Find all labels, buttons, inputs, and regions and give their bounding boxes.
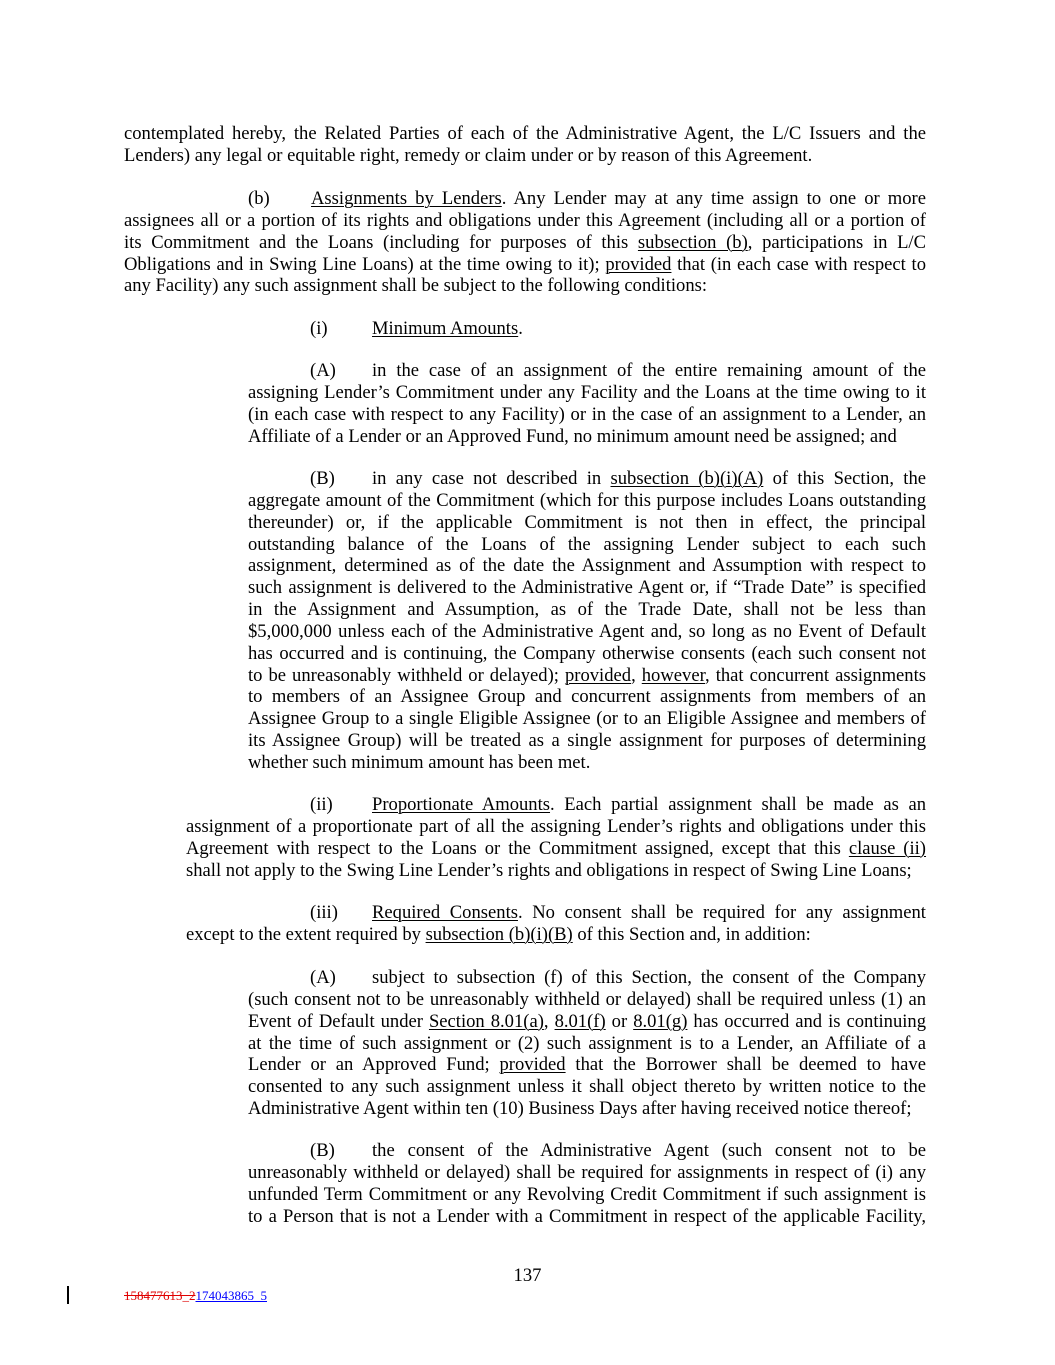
text-line	[248, 599, 926, 621]
text-line	[248, 665, 926, 687]
paragraph-iii-required-consents	[186, 902, 926, 946]
text-run: , that concurrent assignments	[705, 664, 926, 686]
text-line	[248, 1184, 926, 1206]
text-line	[124, 145, 926, 167]
text-run: assignees all or a portion of its rights and obligations under this Agreement (including all or a portion of	[124, 209, 926, 231]
text-run: Administrative Agent within ten (10) Business Days after having received notice thereof;	[248, 1098, 912, 1120]
text-run: any Facility) any such assignment shall be subject to the following conditions:	[124, 275, 708, 297]
text-line	[124, 188, 926, 210]
text-line	[248, 1076, 926, 1098]
text-line	[248, 730, 926, 752]
text-line	[248, 621, 926, 643]
text-line	[248, 1011, 926, 1033]
text-line	[248, 708, 926, 730]
text-run: of this Section and, in addition:	[572, 923, 811, 945]
text-run: such assignment is delivered to the Administrative Agent or, if “Trade Date” is specified	[248, 577, 926, 599]
text-run: assigning Lender’s Commitment under any Facility and the Loans at the time owing to it	[248, 381, 926, 403]
text-line	[248, 1206, 926, 1228]
text-run: Lenders) any legal or equitable right, remedy or claim under or by reason of this Agreement.	[124, 144, 813, 166]
document-id	[124, 1288, 267, 1304]
text-run: unfunded Term Commitment or any Revolving Credit Commitment if such assignment is	[248, 1183, 926, 1205]
text-run: ,	[543, 1010, 555, 1032]
text-run: the consent of the Administrative Agent (such consent not to be	[372, 1140, 926, 1161]
text-run: (in each case with respect to any Facility) or in the case of an assignment to a Lender, an	[248, 403, 926, 425]
text-run: Obligations and in Swing Line Loans) at the time owing to it);	[124, 253, 606, 275]
text-line	[124, 318, 926, 340]
paragraph-i-minimum-amounts	[124, 318, 926, 340]
text-line	[248, 404, 926, 426]
text-line	[248, 382, 926, 404]
paragraph-continuation	[124, 123, 926, 167]
text-line	[248, 1033, 926, 1055]
underlined-term: however	[641, 664, 706, 686]
text-run: Assignee Group to a single Eligible Assignee (or to an Eligible Assignee and members of	[248, 708, 926, 730]
text-line	[248, 534, 926, 556]
paragraph-i-A	[248, 360, 926, 447]
underlined-term: clause (ii)	[848, 837, 927, 859]
document-id-deleted: 158477613_2	[124, 1288, 196, 1303]
text-run: .	[518, 318, 523, 339]
text-line	[248, 490, 926, 512]
text-run: ,	[631, 664, 642, 686]
text-line	[248, 686, 926, 708]
underlined-term: provided	[605, 253, 672, 275]
text-run: $5,000,000 unless each of the Administrative Agent and, so long as no Event of Default	[248, 620, 926, 642]
text-line	[186, 860, 926, 882]
text-line	[248, 1140, 926, 1162]
paragraph-label: (ii)	[310, 794, 333, 815]
page-number: 137	[513, 1265, 542, 1286]
paragraph-b-assignments-by-lenders	[124, 188, 926, 297]
text-run: of this Section, the	[763, 468, 926, 489]
paragraph-label: (i)	[310, 318, 328, 339]
paragraph-label: (B)	[310, 1140, 335, 1161]
text-run: in any case not described in	[372, 468, 611, 489]
text-run: consented to any such assignment unless it shall object thereto by written notice to the	[248, 1076, 926, 1098]
paragraph-label: (A)	[310, 967, 336, 988]
text-line	[248, 512, 926, 534]
text-run: aggregate amount of the Commitment (which for this purpose includes Loans outstanding	[248, 489, 926, 511]
underlined-term: provided	[499, 1054, 566, 1076]
text-run: at the time of such assignment or (2) such assignment is to a Lender, an Affiliate of a	[248, 1032, 926, 1054]
underlined-term: subsection (b)(i)(A)	[610, 468, 764, 489]
text-run: or	[605, 1010, 634, 1032]
underlined-term: provided	[564, 664, 632, 686]
text-run: its Commitment and the Loans (including for purposes of this	[124, 231, 638, 253]
paragraph-i-B	[248, 468, 926, 774]
text-run: to be unreasonably withheld or delayed);	[248, 664, 565, 686]
text-line	[248, 1054, 926, 1076]
text-run: . Each partial assignment shall be made as an	[550, 794, 926, 815]
text-line	[124, 210, 926, 232]
text-line	[124, 254, 926, 276]
text-run: Agreement with respect to the Loans or the Commitment assigned, except that this	[186, 837, 849, 859]
text-run: Affiliate of a Lender or an Approved Fund, no minimum amount need be assigned; and	[248, 425, 897, 447]
underlined-term: Minimum Amounts	[372, 318, 519, 339]
text-run: unreasonably withheld or delayed) shall be required for assignments in respect of (i) any	[248, 1161, 926, 1183]
change-bar	[67, 1286, 69, 1304]
text-run: Event of Default under	[248, 1010, 429, 1032]
text-run: its Assignee Group) will be treated as a single assignment for purposes of determining	[248, 730, 926, 752]
text-run: . Any Lender may at any time assign to one or more	[501, 188, 926, 209]
underlined-term: 8.01(g)	[633, 1010, 688, 1032]
text-line	[248, 426, 926, 448]
text-line	[248, 1162, 926, 1184]
text-line	[186, 838, 926, 860]
underlined-term: Proportionate Amounts	[372, 794, 551, 815]
text-line	[248, 643, 926, 665]
text-line	[186, 902, 926, 924]
text-line	[248, 967, 926, 989]
text-line	[248, 360, 926, 382]
paragraph-ii-proportionate-amounts	[186, 794, 926, 881]
text-line	[186, 816, 926, 838]
text-run: . No consent shall be required for any assignment	[517, 902, 926, 923]
text-run: except to the extent required by	[186, 923, 426, 945]
text-run: shall not apply to the Swing Line Lender’s rights and obligations in respect of Swing Line Loans;	[186, 859, 912, 881]
paragraph-label: (A)	[310, 360, 336, 381]
text-run: Lender or an Approved Fund;	[248, 1054, 500, 1076]
text-run: outstanding balance of the Loans of the assigning Lender subject to each such	[248, 533, 926, 555]
text-line	[248, 1098, 926, 1120]
underlined-term: Section 8.01(a)	[428, 1010, 544, 1032]
text-line	[186, 794, 926, 816]
text-line	[124, 232, 926, 254]
text-run: in the Assignment and Assumption, as of the Trade Date, shall not be less than	[248, 599, 926, 621]
underlined-term: 8.01(f)	[554, 1010, 606, 1032]
text-run: in the case of an assignment of the entire remaining amount of the	[372, 360, 926, 381]
underlined-term: subsection (b)(i)(B)	[425, 923, 573, 945]
text-line	[124, 123, 926, 145]
text-run: contemplated hereby, the Related Parties of each of the Administrative Agent, the L/C Issuers and the	[124, 123, 926, 144]
text-run: whether such minimum amount has been met.	[248, 751, 591, 773]
text-run: that (in each case with respect to	[671, 253, 926, 275]
paragraph-iii-A	[248, 967, 926, 1120]
text-run: , participations in L/C	[747, 231, 926, 253]
text-line	[248, 577, 926, 599]
paragraph-label: (iii)	[310, 902, 338, 923]
text-line	[124, 275, 926, 297]
text-run: to a Person that is not a Lender with a Commitment in respect of the applicable Facility,	[248, 1205, 926, 1227]
underlined-term: Assignments by Lenders	[311, 188, 502, 209]
underlined-term: Required Consents	[372, 902, 518, 923]
text-line	[248, 555, 926, 577]
text-run: that the Borrower shall be deemed to have	[565, 1054, 926, 1076]
text-run: (such consent not to be unreasonably withheld or delayed) shall be required unless (1) an	[248, 988, 926, 1010]
text-line	[248, 752, 926, 774]
text-line	[248, 989, 926, 1011]
text-run: to members of an Assignee Group and concurrent assignments from members of an	[248, 686, 926, 708]
text-line	[186, 924, 926, 946]
underlined-term: subsection (b)	[637, 231, 748, 253]
document-id-inserted: 174043865_5	[195, 1288, 267, 1303]
text-run: assignment of a proportionate part of all the assigning Lender’s rights and obligations under this	[186, 815, 926, 837]
text-line	[248, 468, 926, 490]
paragraph-label: (b)	[248, 188, 270, 209]
text-run: thereunder) or, if the applicable Commitment is not then in effect, the principal	[248, 511, 926, 533]
text-run: has occurred and is continuing	[687, 1010, 927, 1032]
paragraph-iii-B	[248, 1140, 926, 1227]
text-run: has occurred and is continuing, the Company otherwise consents (each such consent not	[248, 642, 926, 664]
paragraph-label: (B)	[310, 468, 335, 489]
text-run: assignment, determined as of the date the Assignment and Assumption with respect to	[248, 555, 926, 577]
text-run: subject to subsection (f) of this Section, the consent of the Company	[372, 967, 926, 988]
